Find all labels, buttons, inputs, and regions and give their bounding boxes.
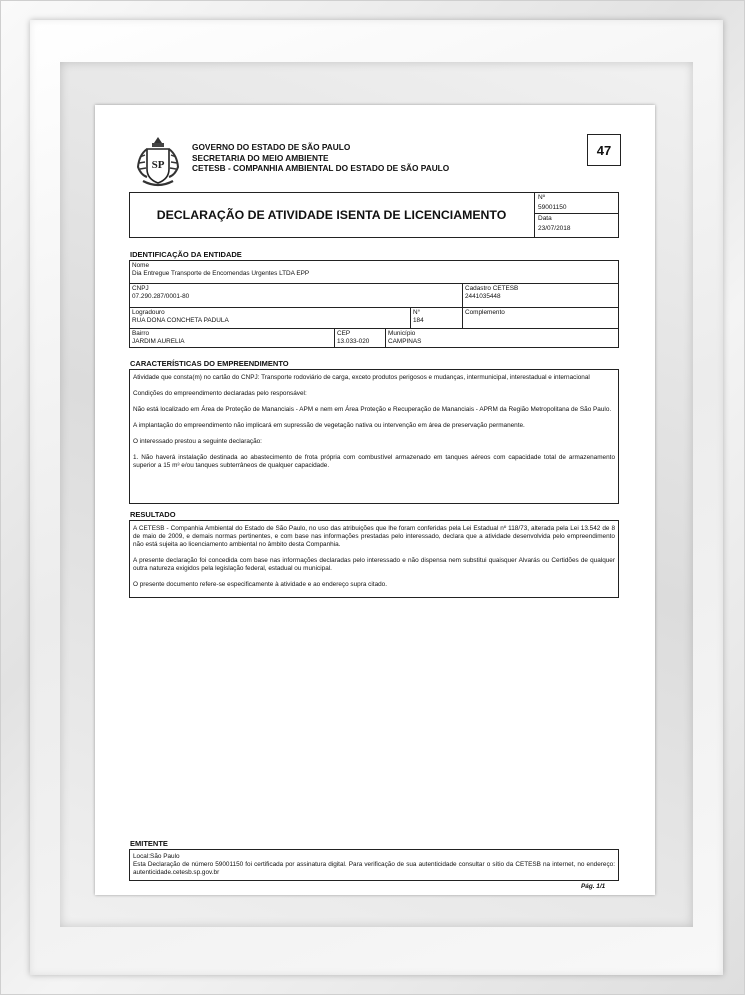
table-row xyxy=(130,328,618,347)
cep-value: 13.033-020 xyxy=(337,337,370,345)
cadastro-label: Cadastro CETESB xyxy=(465,285,519,292)
resultado-paragraph: A presente declaração foi concedida com base nas informações declaradas pelo interessado e não dispensa nem substitui quaisquer Alvarás ou Certidões de qualquer outra natureza exigidos pela legislação federal, estadual ou municipal. xyxy=(133,557,615,572)
cnpj-label: CNPJ xyxy=(132,285,149,292)
logradouro-label: Logradouro xyxy=(132,309,165,316)
cnpj-cell xyxy=(130,284,462,307)
complemento-label: Complemento xyxy=(465,309,505,316)
section-title-resultado: RESULTADO xyxy=(130,510,176,519)
caracteristicas-paragraph: A implantação do empreendimento não implicará em supressão de vegetação nativa ou intervenção em área de preservação permanente. xyxy=(133,422,525,429)
nome-label: Nome xyxy=(132,262,150,269)
endereco-numero-value: 184 xyxy=(413,316,424,324)
document-title: DECLARAÇÃO DE ATIVIDADE ISENTA DE LICENCIAMENTO xyxy=(156,208,507,222)
emitente-local: Local:São Paulo xyxy=(133,853,180,860)
document-page xyxy=(95,105,655,895)
caracteristicas-paragraph: Atividade que consta(m) no cartão do CNPJ: Transporte rodoviário de carga, exceto produtos perigosos e mudanças, intermunicipal, interestadual e internacional xyxy=(133,374,590,381)
section-title-emitente: EMITENTE xyxy=(130,839,168,848)
table-row xyxy=(130,261,618,283)
municipio-cell xyxy=(385,329,618,347)
numero-value: 59001150 xyxy=(538,204,567,211)
table-row xyxy=(130,307,618,328)
government-header xyxy=(192,142,449,174)
logradouro-cell xyxy=(130,308,410,328)
emitente-box xyxy=(129,849,619,881)
page-number: Pág. 1/1 xyxy=(581,883,606,890)
cadastro-value: 2441035448 xyxy=(465,292,501,300)
caracteristicas-paragraph: O interessado prestou a seguinte declaração: xyxy=(133,438,262,445)
resultado-paragraph: O presente documento refere-se especificamente à atividade e ao endereço supra citado. xyxy=(133,581,388,588)
numero-cell xyxy=(410,308,462,328)
nome-cell xyxy=(130,261,618,283)
caracteristicas-paragraph: Não está localizado em Área de Proteção de Mananciais - APM e nem em Área Proteção e Recuperação de Mananciais - APRM da Região Metropolitana de São Paulo. xyxy=(133,406,612,413)
resultado-box xyxy=(129,520,619,598)
logradouro-value: RUA DONA CONCHETA PADULA xyxy=(132,316,229,324)
emitente-certificacao: Esta Declaração de número 59001150 foi certificada por assinatura digital. Para verificação de sua autenticidade consultar o sítio da CETESB na internet, no endereço: autenticidade.cetesb.sp.gov.br xyxy=(133,861,615,876)
data-label: Data xyxy=(535,213,619,224)
cep-cell xyxy=(334,329,385,347)
gov-line-1: GOVERNO DO ESTADO DE SÃO PAULO xyxy=(192,142,351,152)
municipio-value: CAMPINAS xyxy=(388,337,422,345)
bairro-value: JARDIM AURELIA xyxy=(132,337,185,345)
nome-value: Dia Entregue Transporte de Encomendas Urgentes LTDA EPP xyxy=(132,269,310,277)
document-meta xyxy=(534,193,619,237)
caracteristicas-box xyxy=(129,369,619,504)
numero-label: Nº xyxy=(538,194,546,201)
resultado-paragraph: A CETESB - Companhia Ambiental do Estado de São Paulo, no uso das atribuições que lhe foram conferidas pela Lei Estadual nº 118/73, alterada pela Lei 13.542 de 8 de maio de 2009, e demais normas pertinentes, e com base nas informações prestadas pelo interessado, declara que a atividade desenvolvida pelo empreendimento não está sujeita ao licenciamento ambiental no âmbito desta Companhia. xyxy=(133,525,615,548)
page-badge: 47 xyxy=(587,134,621,166)
seal-monogram: SP xyxy=(151,159,165,171)
title-box xyxy=(129,192,619,238)
bairro-label: Bairro xyxy=(132,330,150,337)
complemento-cell xyxy=(462,308,618,328)
gov-line-2: SECRETARIA DO MEIO AMBIENTE xyxy=(192,152,329,163)
data-value: 23/07/2018 xyxy=(538,225,571,232)
table-row xyxy=(130,283,618,307)
entidade-table xyxy=(129,260,619,348)
municipio-label: Município xyxy=(388,330,416,337)
gov-line-3: CETESB - COMPANHIA AMBIENTAL DO ESTADO DE SÃO PAULO xyxy=(192,163,450,173)
endereco-numero-label: N° xyxy=(413,309,421,316)
cep-label: CEP xyxy=(337,330,351,337)
section-title-entidade: IDENTIFICAÇÃO DA ENTIDADE xyxy=(130,250,242,259)
cadastro-cell xyxy=(462,284,618,307)
caracteristicas-paragraph: Condições do empreendimento declaradas pelo responsável: xyxy=(133,390,307,397)
sao-paulo-coat-of-arms-icon xyxy=(135,135,181,189)
bairro-cell xyxy=(130,329,334,347)
cnpj-value: 07.290.287/0001-80 xyxy=(132,292,190,300)
caracteristicas-paragraph: 1. Não haverá instalação destinada ao abastecimento de frota própria com combustível armazenado em tanques aéreos com capacidade total de armazenamento superior a 15 m³ e/ou tanques subterrâneos de qualquer capacidade. xyxy=(133,454,615,469)
section-title-caracteristicas: CARACTERÍSTICAS DO EMPREENDIMENTO xyxy=(130,359,289,368)
